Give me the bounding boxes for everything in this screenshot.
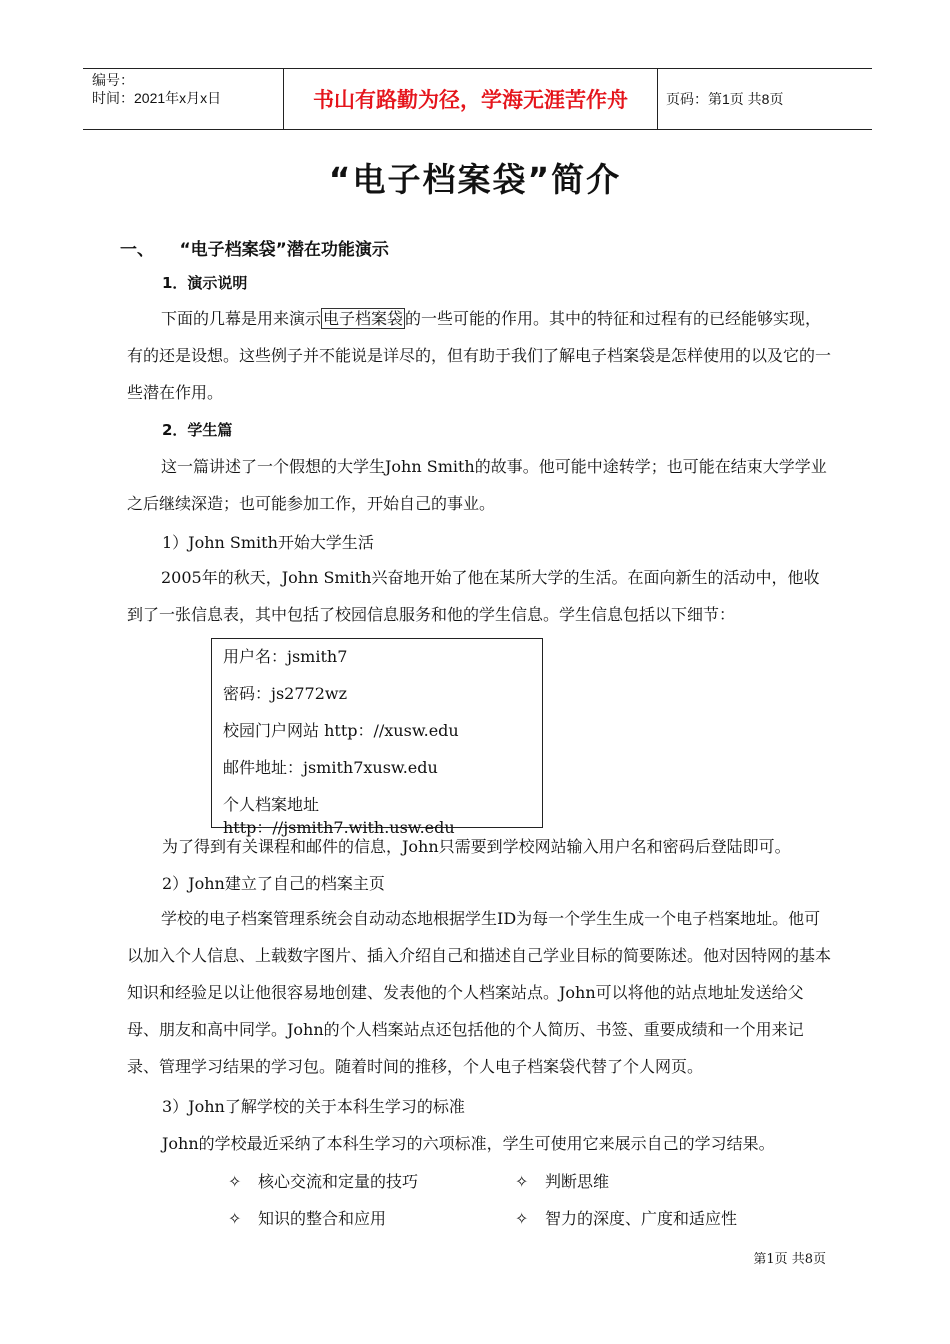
bullet-item xyxy=(228,1206,386,1229)
item1-paragraph: 2005年的秋天，John Smith兴奋地开始了他在某所大学的生活。在面向新生的活动中，他收到了一张信息表，其中包括了校园信息服务和他的学生信息。学生信息包括以下细节： xyxy=(127,568,820,624)
info-portal: 校园门户网站 http：//xusw.edu xyxy=(223,721,459,740)
bullet-text: 知识的整合和应用 xyxy=(258,1209,387,1228)
demo-paragraph xyxy=(127,300,831,411)
subsection-heading-student: 2．学生篇 xyxy=(162,421,233,439)
student-paragraph: 这一篇讲述了一个假想的大学生John Smith的故事。他可能中途转学；也可能在结束大学学业之后继续深造；也可能参加工作，开始自己的事业。 xyxy=(127,457,827,513)
student-info-box xyxy=(211,638,543,837)
info-username: 用户名：jsmith7 xyxy=(223,647,348,666)
bullet-item xyxy=(515,1169,609,1192)
demo-text-after: 的一些可能的作用。其中的特征和过程有的已经能够实现，有的还是设想。这些例子并不能说是详尽的，但有助于我们了解电子档案袋是怎样使用的以及它的一些潜在作用。 xyxy=(127,309,832,402)
item2-paragraph: 学校的电子档案管理系统会自动动态地根据学生ID为每一个学生生成一个电子档案地址。他可以加入个人信息、上载数字图片、插入介绍自己和描述自己学业目标的简要陈述。他对因特网的基本知识和经验足以让他很容易地创建、发表他的个人档案站点。John可以将他的站点地址发送给父母、朋友和高中同学。John的个人档案站点还包括他的个人简历、书签、重要成绩和一个用来记录、管理学习结果的学习包。随着时间的推移，个人电子档案袋代替了个人网页。 xyxy=(127,909,832,1076)
boxed-term: 电子档案袋 xyxy=(323,309,404,328)
item1-after: 为了得到有关课程和邮件的信息，John只需要到学校网站输入用户名和密码后登陆即可。 xyxy=(162,837,791,856)
info-password: 密码：js2772wz xyxy=(223,684,348,703)
bullet-item xyxy=(228,1169,418,1192)
demo-text-before: 下面的几幕是用来演示 xyxy=(161,309,322,328)
item1-heading: 1）John Smith开始大学生活 xyxy=(162,533,374,552)
page-footer: 第1页 共8页 xyxy=(753,1252,826,1267)
header-motto: 书山有路勤为径，学海无涯苦作舟 xyxy=(283,69,658,129)
bullet-item xyxy=(515,1206,737,1229)
diamond-bullet-icon: ✧ xyxy=(228,1172,242,1191)
info-portfolio: 个人档案地址 http：//jsmith7.with.usw.edu xyxy=(223,795,455,837)
header-left-cell xyxy=(83,69,283,129)
bullet-text: 智力的深度、广度和适应性 xyxy=(545,1209,738,1228)
item2-heading: 2）John建立了自己的档案主页 xyxy=(162,874,385,893)
bullet-text: 核心交流和定量的技巧 xyxy=(258,1172,419,1191)
section-heading: 一、 “电子档案袋”潜在功能演示 xyxy=(120,240,389,260)
page-title: “电子档案袋”简介 xyxy=(328,160,622,199)
subsection-heading-demo: 1．演示说明 xyxy=(162,274,248,292)
header-page-info: 页码：第1页 共8页 xyxy=(666,91,784,107)
diamond-bullet-icon: ✧ xyxy=(515,1209,529,1228)
time-label: 时间：2021年x月x日 xyxy=(92,90,222,106)
header-table xyxy=(83,68,872,130)
diamond-bullet-icon: ✧ xyxy=(515,1172,529,1191)
diamond-bullet-icon: ✧ xyxy=(228,1209,242,1228)
info-email: 邮件地址：jsmith7xusw.edu xyxy=(223,758,438,777)
bullet-text: 判断思维 xyxy=(545,1172,610,1191)
item3-heading: 3）John了解学校的关于本科生学习的标准 xyxy=(162,1097,465,1116)
number-label: 编号： xyxy=(92,72,134,88)
item3-paragraph: John的学校最近采纳了本科生学习的六项标准，学生可使用它来展示自己的学习结果。 xyxy=(162,1134,775,1153)
